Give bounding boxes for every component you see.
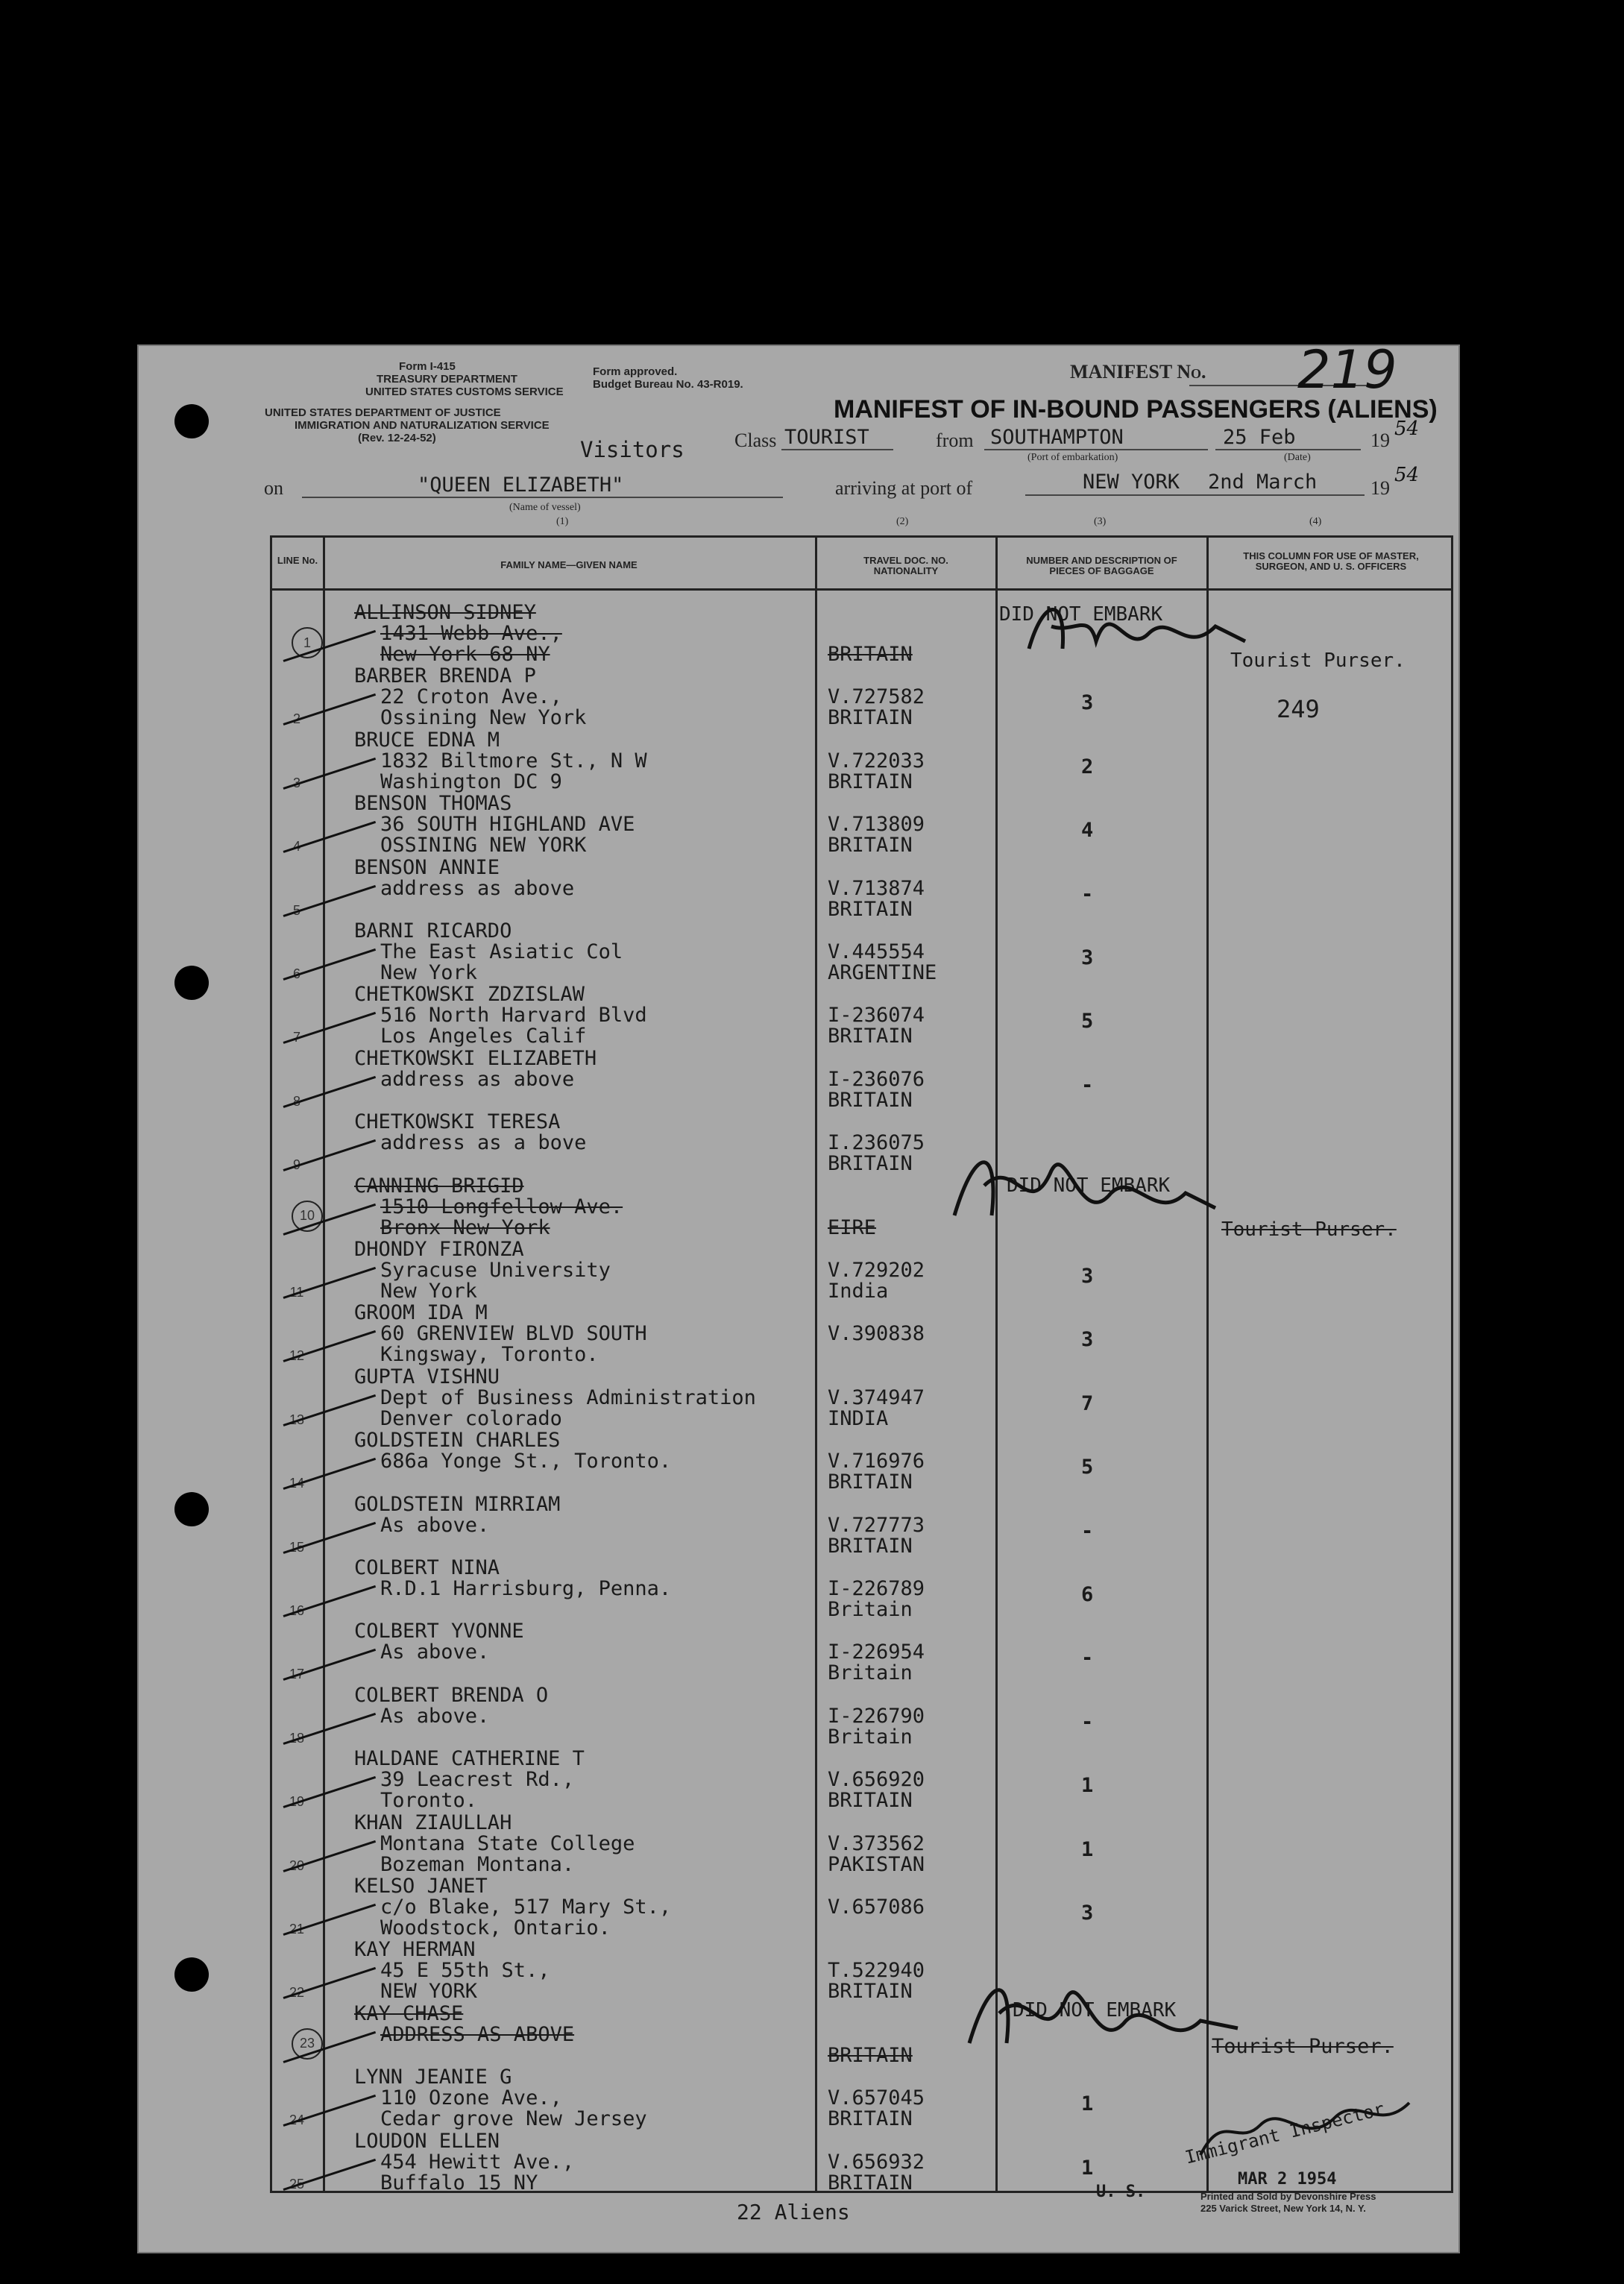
travel-doc-number: V.722033 xyxy=(828,749,925,773)
nationality: BRITAIN xyxy=(828,834,913,858)
passenger-name: GOLDSTEIN CHARLES xyxy=(354,1429,561,1453)
class-label: Class xyxy=(734,430,777,451)
check-mark xyxy=(283,821,377,853)
passenger-address: 60 GRENVIEW BLVD SOUTH xyxy=(380,1322,647,1346)
passenger-address: 110 Ozone Ave., xyxy=(380,2086,562,2110)
passenger-address-2: Denver colorado xyxy=(380,1406,562,1430)
line-number: 13 xyxy=(289,1412,305,1427)
line-number: 1 xyxy=(292,627,323,658)
baggage-count: 5 xyxy=(1081,1456,1094,1479)
travel-doc-number: V.374947 xyxy=(828,1385,925,1409)
travel-doc-number: V.657045 xyxy=(828,2086,925,2110)
baggage-count: 1 xyxy=(1081,1774,1094,1798)
punch-hole xyxy=(174,966,209,1000)
travel-doc-number: V.656932 xyxy=(828,2150,925,2174)
passenger-address: ADDRESS AS ABOVE xyxy=(380,2022,575,2046)
check-mark xyxy=(283,884,377,916)
aliens-total: 22 Aliens xyxy=(737,2200,850,2224)
passenger-name: KELSO JANET xyxy=(354,1875,488,1898)
passenger-name: BENSON THOMAS xyxy=(354,792,512,816)
table-row xyxy=(272,1302,1451,1365)
travel-doc-number: V.713874 xyxy=(828,876,925,900)
baggage-count: 3 xyxy=(1081,946,1094,969)
passenger-name: CHETKOWSKI ZDZISLAW xyxy=(354,983,585,1007)
line-number: 8 xyxy=(292,1093,300,1109)
baggage-count: 3 xyxy=(1081,691,1094,715)
line-number: 10 xyxy=(292,1201,323,1232)
did-not-embark-3: DID NOT EMBARK xyxy=(1013,1999,1177,2022)
baggage-count: 7 xyxy=(1081,1391,1094,1415)
signature-scribble-2 xyxy=(947,1126,1230,1253)
passenger-address-2: Bronx New York xyxy=(380,1215,550,1239)
line-number: 21 xyxy=(289,1922,305,1937)
passenger-name: KAY CHASE xyxy=(354,2001,464,2025)
passenger-name: KHAN ZIAULLAH xyxy=(354,1810,512,1834)
table-row xyxy=(272,1494,1451,1557)
baggage-count: 6 xyxy=(1081,1583,1094,1606)
baggage-count: 4 xyxy=(1081,819,1094,843)
nationality: BRITAIN xyxy=(828,1152,913,1176)
passenger-address: Syracuse University xyxy=(380,1259,611,1282)
check-mark xyxy=(283,1521,377,1553)
check-mark xyxy=(283,1458,377,1490)
did-not-embark-1: DID NOT EMBARK xyxy=(999,603,1163,626)
line-number: 15 xyxy=(289,1539,305,1555)
punch-hole xyxy=(174,404,209,438)
baggage-count: - xyxy=(1081,882,1094,906)
table-row xyxy=(272,1812,1451,1875)
table-row xyxy=(272,793,1451,856)
travel-doc-number: V.445554 xyxy=(828,940,925,963)
check-mark xyxy=(283,1267,377,1299)
year-prefix-2: 19 xyxy=(1370,477,1390,499)
check-mark xyxy=(283,2095,377,2127)
travel-doc-number: I-236074 xyxy=(828,1004,925,1028)
column-number-4: (4) xyxy=(1309,516,1322,527)
line-number: 16 xyxy=(289,1603,305,1618)
form-approved: Form approved. xyxy=(593,365,678,378)
baggage-count: 1 xyxy=(1081,2092,1094,2116)
embarkation-date: 25 Feb xyxy=(1223,426,1296,449)
passenger-address: As above. xyxy=(380,1513,490,1537)
travel-doc-number: V.390838 xyxy=(828,1322,925,1346)
passenger-name: CANNING BRIGID xyxy=(354,1174,524,1198)
table-row xyxy=(272,665,1451,729)
passenger-address: 686a Yonge St., Toronto. xyxy=(380,1450,672,1473)
check-mark xyxy=(283,1139,377,1171)
printer-line-2: 225 Varick Street, New York 14, N. Y. xyxy=(1200,2203,1366,2214)
check-mark xyxy=(283,2158,377,2190)
nationality: EIRE xyxy=(828,1215,877,1239)
passenger-address: Montana State College xyxy=(380,1831,635,1855)
embarkation-port: SOUTHAMPTON xyxy=(990,426,1124,449)
line-number: 19 xyxy=(289,1794,305,1810)
passenger-name: ALLINSON SIDNEY xyxy=(354,601,536,624)
line-number: 7 xyxy=(292,1030,300,1045)
baggage-count: - xyxy=(1081,1710,1094,1734)
passenger-address-2: NEW YORK xyxy=(380,1980,478,2004)
table-row xyxy=(272,729,1451,793)
line-number: 18 xyxy=(289,1730,305,1746)
check-mark xyxy=(283,1967,377,1999)
year-prefix-1: 19 xyxy=(1370,430,1390,451)
passenger-name: COLBERT YVONNE xyxy=(354,1620,524,1643)
header-officers: THIS COLUMN FOR USE OF MASTER, SURGEON, AND U. S. OFFICERS xyxy=(1243,550,1419,572)
passenger-name: CHETKOWSKI TERESA xyxy=(354,1110,561,1134)
manifest-label: MANIFEST No. xyxy=(1070,361,1206,383)
passenger-address-2: Bozeman Montana. xyxy=(380,1852,575,1876)
table-row xyxy=(272,1239,1451,1302)
baggage-count: - xyxy=(1081,1646,1094,1670)
line-number: 23 xyxy=(292,2028,323,2060)
travel-doc-number: T.522940 xyxy=(828,1959,925,1983)
passenger-name: COLBERT NINA xyxy=(354,1556,500,1579)
from-label: from xyxy=(936,430,974,451)
table-row xyxy=(272,1939,1451,2002)
manifest-number: 219 xyxy=(1297,339,1397,400)
nationality: BRITAIN xyxy=(828,643,913,666)
check-mark xyxy=(283,1585,377,1617)
passenger-address: R.D.1 Harrisburg, Penna. xyxy=(380,1577,672,1600)
check-mark xyxy=(283,693,377,726)
check-mark xyxy=(283,1713,377,1745)
table-row xyxy=(272,920,1451,984)
embarkation-sub: (Port of embarkation) xyxy=(1027,452,1118,463)
travel-doc-number: I.236075 xyxy=(828,1131,925,1155)
nationality: BRITAIN xyxy=(828,2107,913,2131)
travel-doc-number: V.729202 xyxy=(828,1259,925,1282)
passenger-name: CHETKOWSKI ELIZABETH xyxy=(354,1046,597,1070)
passenger-address: As above. xyxy=(380,1640,490,1664)
passenger-name: LYNN JEANIE G xyxy=(354,2066,512,2089)
nationality: BRITAIN xyxy=(828,1025,913,1048)
travel-doc-number: I-226789 xyxy=(828,1577,925,1600)
visitors-note: Visitors xyxy=(580,437,684,462)
passenger-address-2: Kingsway, Toronto. xyxy=(380,1343,599,1367)
arriving-label: arriving at port of xyxy=(835,477,973,499)
line-number: 14 xyxy=(289,1476,305,1491)
travel-doc-number: I-226954 xyxy=(828,1640,925,1664)
passenger-address: 1832 Biltmore St., N W xyxy=(380,749,647,773)
travel-doc-number: I-236076 xyxy=(828,1067,925,1091)
year-2: 54 xyxy=(1394,464,1420,486)
passenger-address: 36 SOUTH HIGHLAND AVE xyxy=(380,813,635,837)
line-number: 11 xyxy=(289,1285,304,1300)
budget-bureau: Budget Bureau No. 43-R019. xyxy=(593,378,743,391)
baggage-count: 3 xyxy=(1081,1901,1094,1925)
passenger-name: BARBER BRENDA P xyxy=(354,664,536,688)
passenger-address: As above. xyxy=(380,1704,490,1728)
nationality: BRITAIN xyxy=(828,897,913,921)
vessel-name: "QUEEN ELIZABETH" xyxy=(418,474,624,497)
passenger-address: The East Asiatic Col xyxy=(380,940,623,963)
passenger-name: LOUDON ELLEN xyxy=(354,2129,500,2153)
passenger-address: Dept of Business Administration xyxy=(380,1385,756,1409)
nationality: BRITAIN xyxy=(828,2171,913,2195)
tourist-purser-3: Tourist Purser. xyxy=(1212,2035,1394,2058)
passenger-address-2: Toronto. xyxy=(380,1789,478,1813)
check-mark xyxy=(283,1330,377,1362)
form-number: Form I-415 xyxy=(399,360,456,373)
table-row xyxy=(272,984,1451,1047)
travel-doc-number: I-226790 xyxy=(828,1704,925,1728)
nationality: INDIA xyxy=(828,1406,889,1430)
passenger-address-2: New York xyxy=(380,1280,478,1303)
header-travel-doc: TRAVEL DOC. NO. NATIONALITY xyxy=(863,555,948,576)
page-title: MANIFEST OF IN-BOUND PASSENGERS (ALIENS) xyxy=(834,395,1438,424)
nationality: India xyxy=(828,1280,889,1303)
header-name: FAMILY NAME—GIVEN NAME xyxy=(500,559,638,570)
check-mark xyxy=(283,1776,377,1808)
baggage-count: 1 xyxy=(1081,2156,1094,2180)
check-mark xyxy=(283,1840,377,1872)
nationality: BRITAIN xyxy=(828,706,913,730)
passenger-address: address as above xyxy=(380,876,575,900)
nationality: BRITAIN xyxy=(828,770,913,793)
passenger-address-2: New York 68 NY xyxy=(380,643,550,666)
check-mark xyxy=(283,1904,377,1936)
table-row xyxy=(272,1875,1451,1939)
passenger-address-2: OSSINING NEW YORK xyxy=(380,834,587,858)
nationality: BRITAIN xyxy=(828,2043,913,2067)
class-value: TOURIST xyxy=(784,426,869,449)
passenger-name: GOLDSTEIN MIRRIAM xyxy=(354,1492,561,1516)
line-number: 20 xyxy=(289,1857,305,1873)
check-mark xyxy=(283,1394,377,1426)
line-number: 3 xyxy=(292,775,300,790)
header-baggage: NUMBER AND DESCRIPTION OF PIECES OF BAGGAGE xyxy=(1026,555,1177,576)
travel-doc-number: V.727582 xyxy=(828,685,925,709)
passenger-table xyxy=(270,535,1453,2193)
nationality: ARGENTINE xyxy=(828,961,937,984)
on-label: on xyxy=(264,477,283,499)
baggage-count: 5 xyxy=(1081,1010,1094,1034)
year-1: 54 xyxy=(1394,418,1420,440)
passenger-name: BARNI RICARDO xyxy=(354,919,512,943)
passenger-address-2: Ossining New York xyxy=(380,706,587,730)
date-stamp: MAR 2 1954 xyxy=(1238,2170,1337,2189)
us-stamp: U. S. xyxy=(1096,2183,1146,2201)
baggage-count: 1 xyxy=(1081,1837,1094,1861)
nationality: Britain xyxy=(828,1661,913,1685)
inspector-stamp: Immigrant Inspector xyxy=(1183,2098,1387,2168)
passenger-name: DHONDY FIRONZA xyxy=(354,1238,524,1261)
revision-date: (Rev. 12-24-52) xyxy=(358,432,436,444)
table-row xyxy=(272,857,1451,920)
punch-hole xyxy=(174,1957,209,1992)
passenger-name: BENSON ANNIE xyxy=(354,855,500,879)
date-sub: (Date) xyxy=(1284,452,1311,463)
table-row xyxy=(272,1557,1451,1620)
table-row xyxy=(272,1048,1451,1111)
baggage-count: 3 xyxy=(1081,1328,1094,1352)
passenger-address: 1431 Webb Ave., xyxy=(380,622,562,645)
passenger-address-2: Cedar grove New Jersey xyxy=(380,2107,647,2131)
passenger-address: 39 Leacrest Rd., xyxy=(380,1768,575,1792)
passenger-name: KAY HERMAN xyxy=(354,1938,476,1962)
table-row xyxy=(272,1748,1451,1811)
line-number: 4 xyxy=(292,839,300,855)
table-row xyxy=(272,1429,1451,1493)
passenger-address: 516 North Harvard Blvd xyxy=(380,1004,647,1028)
baggage-count: 2 xyxy=(1081,755,1094,778)
line-number: 24 xyxy=(289,2112,305,2128)
passenger-address-2: Buffalo 15 NY xyxy=(380,2171,538,2195)
table-row xyxy=(272,1111,1451,1174)
nationality: BRITAIN xyxy=(828,1534,913,1558)
passenger-address: c/o Blake, 517 Mary St., xyxy=(380,1896,672,1919)
passenger-name: HALDANE CATHERINE T xyxy=(354,1747,585,1771)
passenger-address: 22 Croton Ave., xyxy=(380,685,562,709)
treasury-dept: TREASURY DEPARTMENT xyxy=(377,373,517,386)
table-row xyxy=(272,1620,1451,1684)
travel-doc-number: V.713809 xyxy=(828,813,925,837)
passenger-address-2: New York xyxy=(380,961,478,984)
signature-scribble-3 xyxy=(962,1954,1245,2073)
nationality: PAKISTAN xyxy=(828,1852,925,1876)
passenger-address-2: Los Angeles Calif xyxy=(380,1025,587,1048)
line-number: 5 xyxy=(292,902,300,918)
arrival-port: NEW YORK xyxy=(1083,471,1180,494)
passenger-address-2: Washington DC 9 xyxy=(380,770,562,793)
travel-doc-number: V.716976 xyxy=(828,1450,925,1473)
check-mark xyxy=(283,1076,377,1108)
header-line-no: LINE No. xyxy=(277,555,318,566)
baggage-count: 3 xyxy=(1081,1265,1094,1288)
passenger-address: 454 Hewitt Ave., xyxy=(380,2150,575,2174)
travel-doc-number: V.657086 xyxy=(828,1896,925,1919)
passenger-address: 1510 Longfellow Ave. xyxy=(380,1195,623,1218)
nationality: BRITAIN xyxy=(828,1980,913,2004)
nationality: Britain xyxy=(828,1725,913,1749)
line-number: 6 xyxy=(292,966,300,981)
tourist-purser-1: Tourist Purser. xyxy=(1230,649,1406,672)
column-number-2: (2) xyxy=(896,516,909,527)
arrival-date: 2nd March xyxy=(1208,471,1318,494)
passenger-address: address as above xyxy=(380,1067,575,1091)
signature-scribble-1 xyxy=(1022,582,1260,686)
passenger-name: GUPTA VISHNU xyxy=(354,1365,500,1388)
count-249: 249 xyxy=(1277,695,1320,723)
table-row xyxy=(272,1366,1451,1429)
inspector-signature xyxy=(1193,2088,1417,2170)
table-row xyxy=(272,1684,1451,1748)
line-number: 17 xyxy=(289,1667,305,1682)
justice-dept: UNITED STATES DEPARTMENT OF JUSTICE xyxy=(265,406,501,419)
passenger-name: BRUCE EDNA M xyxy=(354,728,500,752)
ins-service: IMMIGRATION AND NATURALIZATION SERVICE xyxy=(295,419,550,432)
baggage-count: - xyxy=(1081,1519,1094,1543)
line-number: 25 xyxy=(289,2176,305,2192)
passenger-address: address as a bove xyxy=(380,1131,587,1155)
punch-hole xyxy=(174,1492,209,1526)
nationality: BRITAIN xyxy=(828,1470,913,1494)
passenger-name: COLBERT BRENDA O xyxy=(354,1683,549,1707)
check-mark xyxy=(283,948,377,981)
travel-doc-number: V.727773 xyxy=(828,1513,925,1537)
check-mark xyxy=(283,1649,377,1681)
printer-line-1: Printed and Sold by Devonshire Press xyxy=(1200,2191,1376,2202)
travel-doc-number: V.373562 xyxy=(828,1831,925,1855)
check-mark xyxy=(283,1012,377,1044)
line-number: 2 xyxy=(292,711,300,727)
baggage-count: - xyxy=(1081,1073,1094,1097)
column-number-3: (3) xyxy=(1094,516,1107,527)
tourist-purser-2: Tourist Purser. xyxy=(1221,1218,1397,1241)
customs-service: UNITED STATES CUSTOMS SERVICE xyxy=(365,386,564,398)
nationality: BRITAIN xyxy=(828,1789,913,1813)
passenger-address: 45 E 55th St., xyxy=(380,1959,550,1983)
passenger-address-2: Woodstock, Ontario. xyxy=(380,1916,611,1939)
vessel-sub: (Name of vessel) xyxy=(509,502,581,513)
nationality: Britain xyxy=(828,1598,913,1621)
line-number: 9 xyxy=(292,1157,300,1173)
line-number: 12 xyxy=(289,1348,305,1364)
travel-doc-number: V.656920 xyxy=(828,1768,925,1792)
column-number-1: (1) xyxy=(556,516,569,527)
nationality: BRITAIN xyxy=(828,1088,913,1112)
line-number: 22 xyxy=(289,1985,305,2001)
did-not-embark-2: DID NOT EMBARK xyxy=(1007,1174,1171,1197)
check-mark xyxy=(283,758,377,790)
passenger-name: GROOM IDA M xyxy=(354,1301,488,1325)
